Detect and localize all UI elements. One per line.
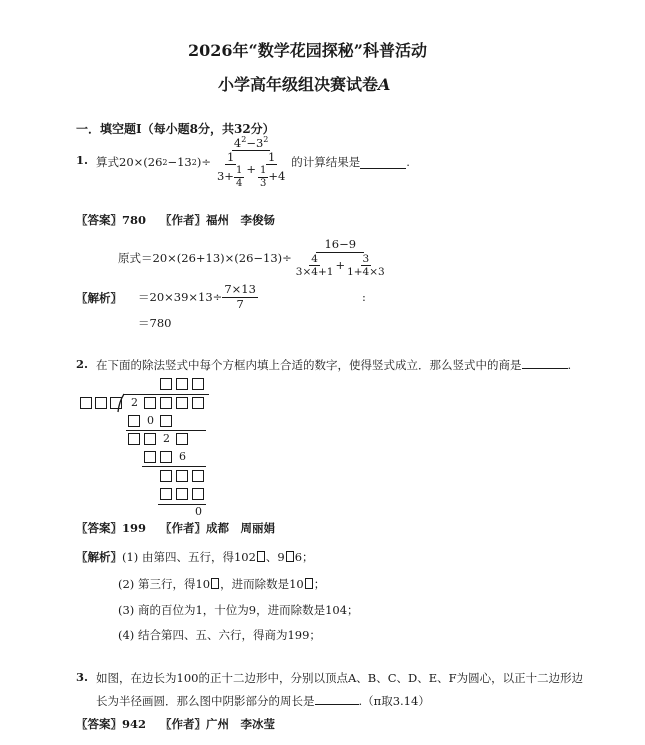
q2-number: 2.: [76, 357, 89, 371]
q1-top-exp-1: 2: [241, 134, 247, 144]
q1-compound-fraction-2: [256, 151, 287, 189]
q2-period: .: [567, 358, 572, 372]
quotient-box-2[interactable]: [176, 378, 188, 390]
q1-top-exp-2: 2: [263, 134, 269, 144]
q1-solution-line-1: [118, 236, 389, 280]
q2-analysis-step-3: (3) 商的百位为1，十位为9，进而除数是104；: [118, 603, 359, 617]
row3-box-1[interactable]: [128, 433, 140, 445]
q1-inner-fraction-2: [258, 165, 268, 189]
q1-sol-top: 16−9: [316, 238, 364, 252]
q1-expr-head: 20×(26: [119, 155, 163, 169]
rule-3: [158, 504, 206, 505]
q1-sol-frac-b: [345, 253, 387, 278]
q1-sol-l2-fraction: [222, 283, 258, 310]
q1-solution-line-3: ＝780: [138, 316, 172, 330]
row5-box-3[interactable]: [192, 470, 204, 482]
q1-sol-bottom: [292, 253, 389, 278]
q1-prompt-prefix: 算式: [96, 155, 119, 169]
q1-sol-fb-num: 3: [362, 252, 370, 265]
quotient-box-3[interactable]: [192, 378, 204, 390]
section-heading-scoring: （每小题8分，共32分）: [141, 122, 275, 136]
q3-number: 3.: [76, 670, 89, 684]
q1-sol-fb-den: 1+4×3: [347, 265, 385, 278]
row5-box-1[interactable]: [160, 470, 172, 482]
q1-answer: 〖答案〗780: [76, 213, 147, 227]
q3-answer-blank[interactable]: [315, 693, 359, 705]
q1-main-numerator: [232, 135, 270, 151]
row3-box-4[interactable]: [176, 433, 188, 445]
q3-line2-b: .（π取3.14）: [358, 694, 430, 708]
q2-analysis-step-1: [76, 549, 314, 565]
q1-plus: +: [246, 162, 256, 177]
q1-answer-blank[interactable]: [360, 156, 406, 169]
divisor-box-3[interactable]: [110, 397, 122, 409]
dividend-box-5[interactable]: [192, 397, 204, 409]
q1-f2-den: 3: [259, 177, 267, 189]
q2-author: 〖作者〗成都 周丽娟: [160, 521, 275, 535]
q1-period: .: [406, 155, 410, 169]
row2-box-3[interactable]: [160, 415, 172, 427]
row6-box-3[interactable]: [192, 488, 204, 500]
q1-sol-l2-den: 7: [236, 296, 244, 311]
q2-prompt-text: 在下面的除法竖式中每个方框内填上合适的数字，使得竖式成立．那么竖式中的商是: [96, 358, 522, 372]
q1-one-a: 1: [226, 149, 235, 164]
q1-top-4: 4: [233, 135, 242, 150]
section-heading-label: 一．填空题Ⅰ: [76, 122, 142, 136]
quotient-box-1[interactable]: [160, 378, 172, 390]
q3-answer: 〖答案〗942: [76, 717, 147, 731]
row3-box-2[interactable]: [144, 433, 156, 445]
q1-one-b: 1: [267, 149, 276, 164]
q1-sol-prefix: 原式＝20×(26+13)×(26−13)÷: [118, 251, 292, 265]
q2-prompt: [96, 357, 571, 373]
q2-step1-box-1: [257, 551, 265, 562]
q3-line-1: 如图，在边长为100的正十二边形中，分别以顶点A、B、C、D、E、F为圆心，以正十二边形边: [96, 671, 584, 685]
dividend-box-2[interactable]: [144, 397, 156, 409]
q2-step1-box-2: [286, 551, 294, 562]
q1-sol-plus: +: [335, 257, 346, 272]
q1-sol-fraction: [292, 238, 389, 277]
row3-digit-2: 2: [163, 432, 170, 445]
q2-step1-c: 6；: [294, 550, 314, 564]
q3-line-2: [96, 693, 430, 709]
q1-expr-close: )÷: [196, 155, 211, 169]
q1-f1-whole: 3+: [216, 169, 234, 184]
row4-box-1[interactable]: [144, 451, 156, 463]
dividend-digit-2: 2: [131, 396, 138, 409]
q1-number: 1.: [76, 153, 89, 167]
row5-box-2[interactable]: [176, 470, 188, 482]
division-bracket: [117, 393, 127, 413]
rule-2: [142, 466, 206, 467]
q2-analysis-label: 〖解析〗: [76, 550, 122, 564]
row6-box-2[interactable]: [176, 488, 188, 500]
q1-minus-13: −13: [167, 155, 192, 169]
q1-exp-2: 2: [191, 157, 197, 167]
q1-f2-tail: +4: [268, 169, 286, 184]
q1-sol-l2-num: 7×13: [224, 282, 256, 297]
q2-step2-a: (2) 第三行，得10: [118, 577, 211, 591]
row2-digit-0: 0: [147, 414, 154, 427]
q1-solution-line-2: [138, 280, 258, 314]
q2-step2-box-2: [305, 578, 313, 589]
q2-analysis-step-2: [118, 576, 325, 592]
q1-f1-den: 4: [235, 177, 243, 189]
dividend-box-4[interactable]: [176, 397, 188, 409]
divisor-box-2[interactable]: [95, 397, 107, 409]
q1-analysis-label: 〖解析〗: [76, 291, 122, 305]
q1-sol-fa-den: 3×4+1: [295, 265, 334, 278]
title-line-2: [218, 72, 390, 95]
q1-main-denominator: [213, 151, 289, 189]
divisor-box-1[interactable]: [80, 397, 92, 409]
q1-top-minus-3: −3: [246, 135, 264, 150]
q1-stray-colon: :: [362, 290, 366, 304]
q2-analysis-step-4: (4) 结合第四、五、六行，得商为199；: [118, 628, 321, 642]
row6-box-1[interactable]: [160, 488, 172, 500]
q2-step2-b: ，进而除数是10: [220, 577, 304, 591]
row2-box-1[interactable]: [128, 415, 140, 427]
q1-f2-num: 1: [259, 165, 267, 177]
q2-step2-c: ；: [313, 577, 326, 591]
remainder-digit-0: 0: [195, 505, 202, 518]
q1-prompt-suffix: 的计算结果是: [291, 155, 361, 169]
q1-sol-frac-a: [294, 253, 336, 278]
q3-author: 〖作者〗广州 李冰莹: [160, 717, 275, 731]
q1-compound-fraction-1: [215, 151, 246, 189]
title-line-1: 2026年“数学花园探秘”科普活动: [188, 41, 427, 60]
q1-compound-den-1: [215, 165, 246, 189]
q2-step2-box-1: [211, 578, 219, 589]
q2-step1-b: 、9: [265, 550, 285, 564]
row4-digit-6: 6: [179, 450, 186, 463]
q2-answer: 〖答案〗199: [76, 521, 147, 535]
q1-exp-1: 2: [162, 157, 168, 167]
q1-inner-fraction-1: [234, 165, 244, 189]
q1-author: 〖作者〗福州 李俊钖: [160, 213, 275, 227]
rule-1: [126, 430, 206, 431]
q3-line2-a: 长为半径画圆．那么图中阴影部分的周长是: [96, 694, 315, 708]
row4-box-2[interactable]: [160, 451, 172, 463]
q1-f1-num: 1: [235, 165, 243, 177]
q1-sol-l2-prefix: ＝20×39×13÷: [138, 290, 223, 304]
q2-answer-blank[interactable]: [522, 357, 568, 369]
division-bar: [123, 394, 209, 395]
dividend-box-3[interactable]: [160, 397, 172, 409]
q2-step1-a: (1) 由第四、五行，得102: [122, 550, 256, 564]
q1-sol-fa-num: 4: [311, 252, 318, 265]
title-line-2-paper-code: A: [378, 75, 391, 94]
q1-prompt: [96, 134, 410, 189]
title-line-2-text: 小学高年级组决赛试卷: [218, 75, 379, 94]
q1-compound-den-2: [256, 165, 287, 189]
q1-main-fraction: [213, 135, 289, 189]
